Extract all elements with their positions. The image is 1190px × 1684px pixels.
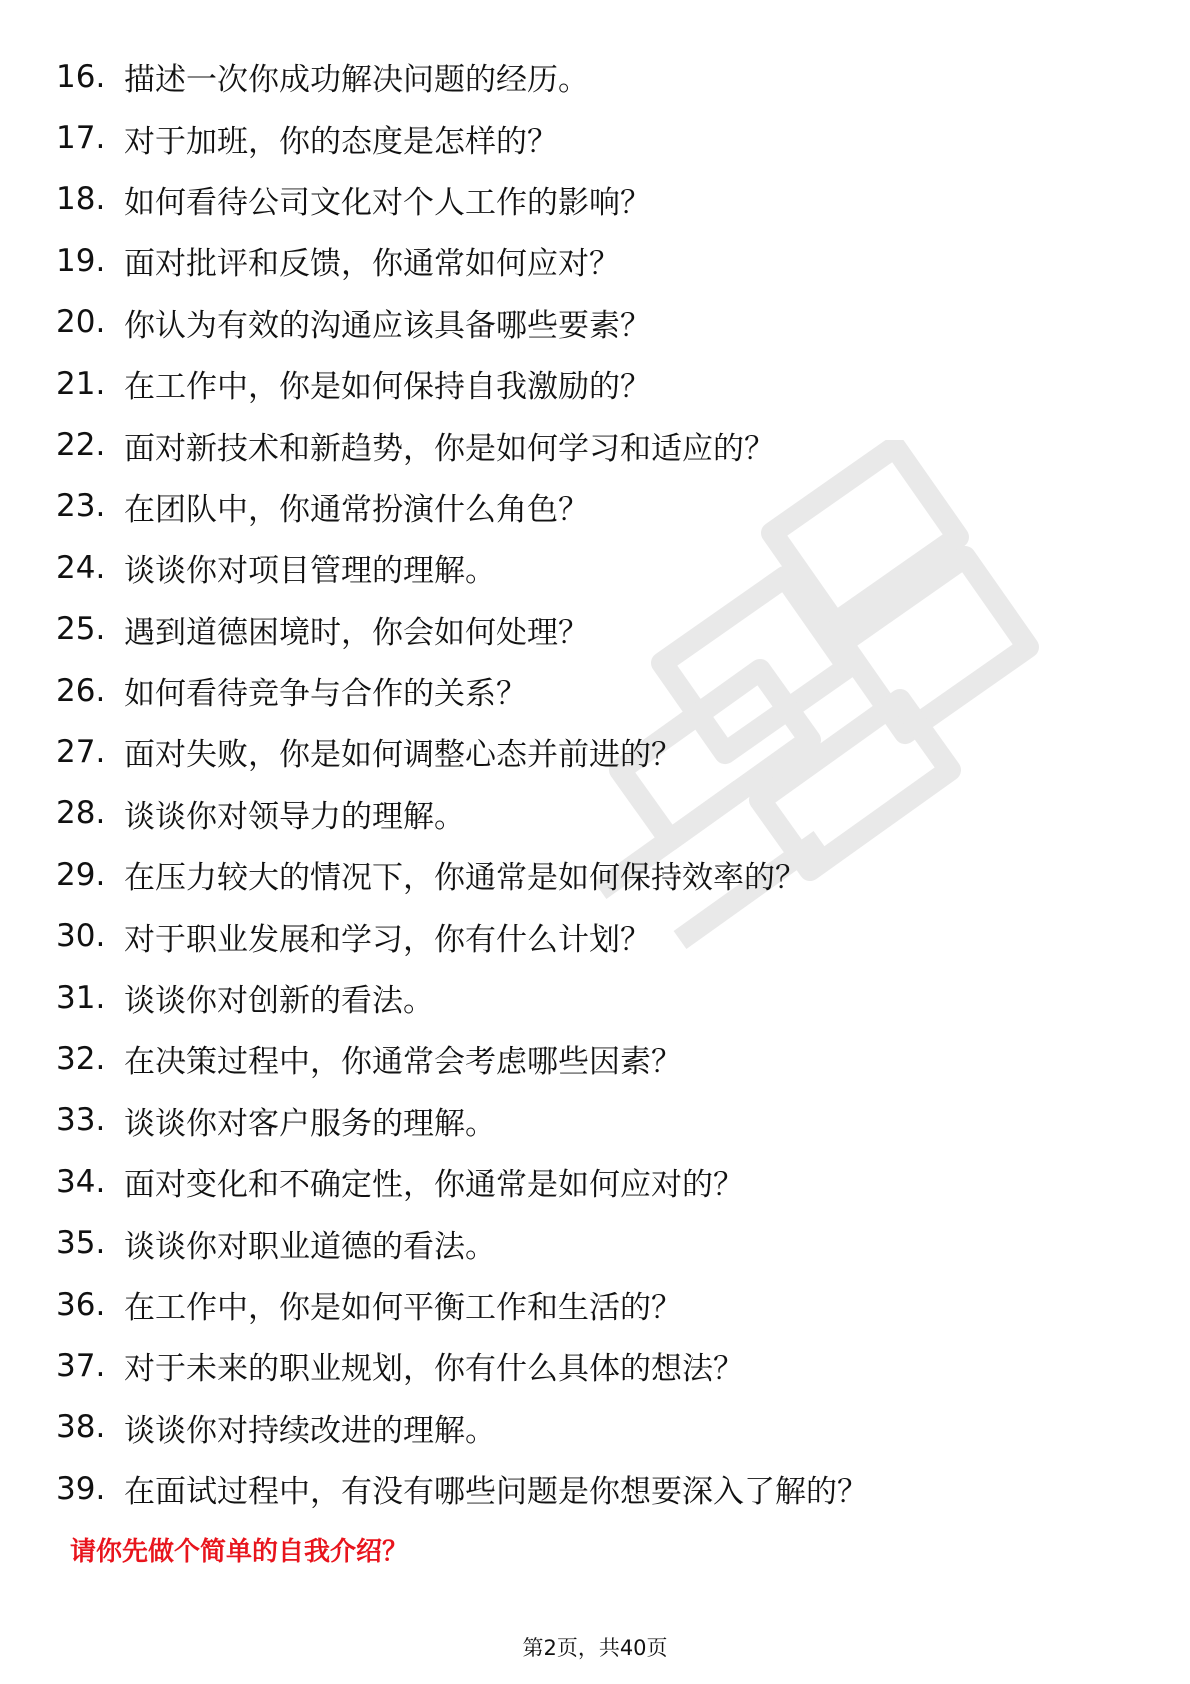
question-text: 遇到道德困境时，你会如何处理？ <box>124 614 589 651</box>
question-text: 在工作中，你是如何平衡工作和生活的？ <box>124 1290 682 1326</box>
question-text: 描述一次你成功解决问题的经历。 <box>124 62 589 99</box>
list-item <box>56 1397 1136 1458</box>
question-text: 谈谈你对创新的看法。 <box>124 983 434 1020</box>
list-item <box>56 599 1136 660</box>
question-number: 31. <box>56 979 106 1016</box>
question-text: 面对新技术和新趋势，你是如何学习和适应的？ <box>124 430 775 467</box>
question-text: 谈谈你对客户服务的理解。 <box>124 1105 496 1142</box>
question-text: 在面试过程中，有没有哪些问题是你想要深入了解的？ <box>124 1474 868 1511</box>
question-text: 在团队中，你通常扮演什么角色？ <box>124 491 589 528</box>
question-number: 37. <box>56 1347 106 1384</box>
question-number: 20. <box>56 304 106 341</box>
question-text: 在工作中，你是如何保持自我激励的？ <box>124 369 651 406</box>
list-item <box>56 721 1136 782</box>
question-number: 34. <box>56 1163 106 1200</box>
question-text: 谈谈你对项目管理的理解。 <box>124 553 496 590</box>
question-number: 32. <box>56 1040 106 1077</box>
question-number: 39. <box>56 1470 106 1507</box>
question-text: 面对批评和反馈，你通常如何应对？ <box>124 246 620 283</box>
list-item <box>56 1090 1136 1151</box>
question-number: 21. <box>56 365 106 402</box>
list-item <box>56 1212 1136 1273</box>
question-text: 如何看待竞争与合作的关系？ <box>124 676 527 713</box>
list-item <box>56 230 1136 291</box>
question-number: 26. <box>56 672 106 709</box>
question-number: 38. <box>56 1409 106 1446</box>
question-number: 33. <box>56 1102 106 1139</box>
question-text: 在压力较大的情况下，你通常是如何保持效率的？ <box>124 860 806 897</box>
question-list <box>56 46 1136 1519</box>
list-item <box>56 46 1136 107</box>
list-item <box>56 1458 1136 1519</box>
question-text: 谈谈你对职业道德的看法。 <box>124 1228 496 1265</box>
question-number: 28. <box>56 795 106 832</box>
list-item <box>56 476 1136 537</box>
list-item <box>56 1335 1136 1396</box>
question-number: 27. <box>56 733 106 770</box>
question-text: 在决策过程中，你通常会考虑哪些因素？ <box>124 1044 682 1081</box>
question-number: 18. <box>56 181 106 218</box>
list-item <box>56 353 1136 414</box>
page-footer: 第2页，共40页 <box>522 1636 668 1660</box>
list-item <box>56 414 1136 475</box>
question-text: 谈谈你对领导力的理解。 <box>124 798 465 835</box>
list-item <box>56 660 1136 721</box>
list-item <box>56 783 1136 844</box>
list-item <box>56 844 1136 905</box>
list-item <box>56 1274 1136 1335</box>
list-item <box>56 1028 1136 1089</box>
question-text: 对于加班，你的态度是怎样的？ <box>124 123 558 160</box>
question-number: 35. <box>56 1225 106 1262</box>
question-text: 对于未来的职业规划，你有什么具体的想法？ <box>124 1351 744 1388</box>
question-number: 30. <box>56 918 106 955</box>
list-item <box>56 537 1136 598</box>
highlight-question: 请你先做个简单的自我介绍？ <box>70 1537 409 1567</box>
question-number: 24. <box>56 549 106 586</box>
question-number: 22. <box>56 427 106 464</box>
list-item <box>56 1151 1136 1212</box>
question-number: 25. <box>56 611 106 648</box>
question-number: 23. <box>56 488 106 525</box>
list-item <box>56 292 1136 353</box>
question-number: 36. <box>56 1286 106 1323</box>
question-text: 面对失败，你是如何调整心态并前进的？ <box>124 737 682 774</box>
question-text: 你认为有效的沟通应该具备哪些要素？ <box>124 307 651 344</box>
question-number: 19. <box>56 242 106 279</box>
list-item <box>56 967 1136 1028</box>
list-item <box>56 107 1136 168</box>
question-number: 17. <box>56 120 106 157</box>
question-number: 29. <box>56 856 106 893</box>
list-item <box>56 905 1136 966</box>
question-text: 谈谈你对持续改进的理解。 <box>124 1412 496 1449</box>
question-number: 16. <box>56 58 106 95</box>
question-text: 面对变化和不确定性，你通常是如何应对的？ <box>124 1167 744 1204</box>
list-item <box>56 169 1136 230</box>
question-text: 如何看待公司文化对个人工作的影响？ <box>124 184 651 221</box>
question-text: 对于职业发展和学习，你有什么计划？ <box>124 921 651 958</box>
